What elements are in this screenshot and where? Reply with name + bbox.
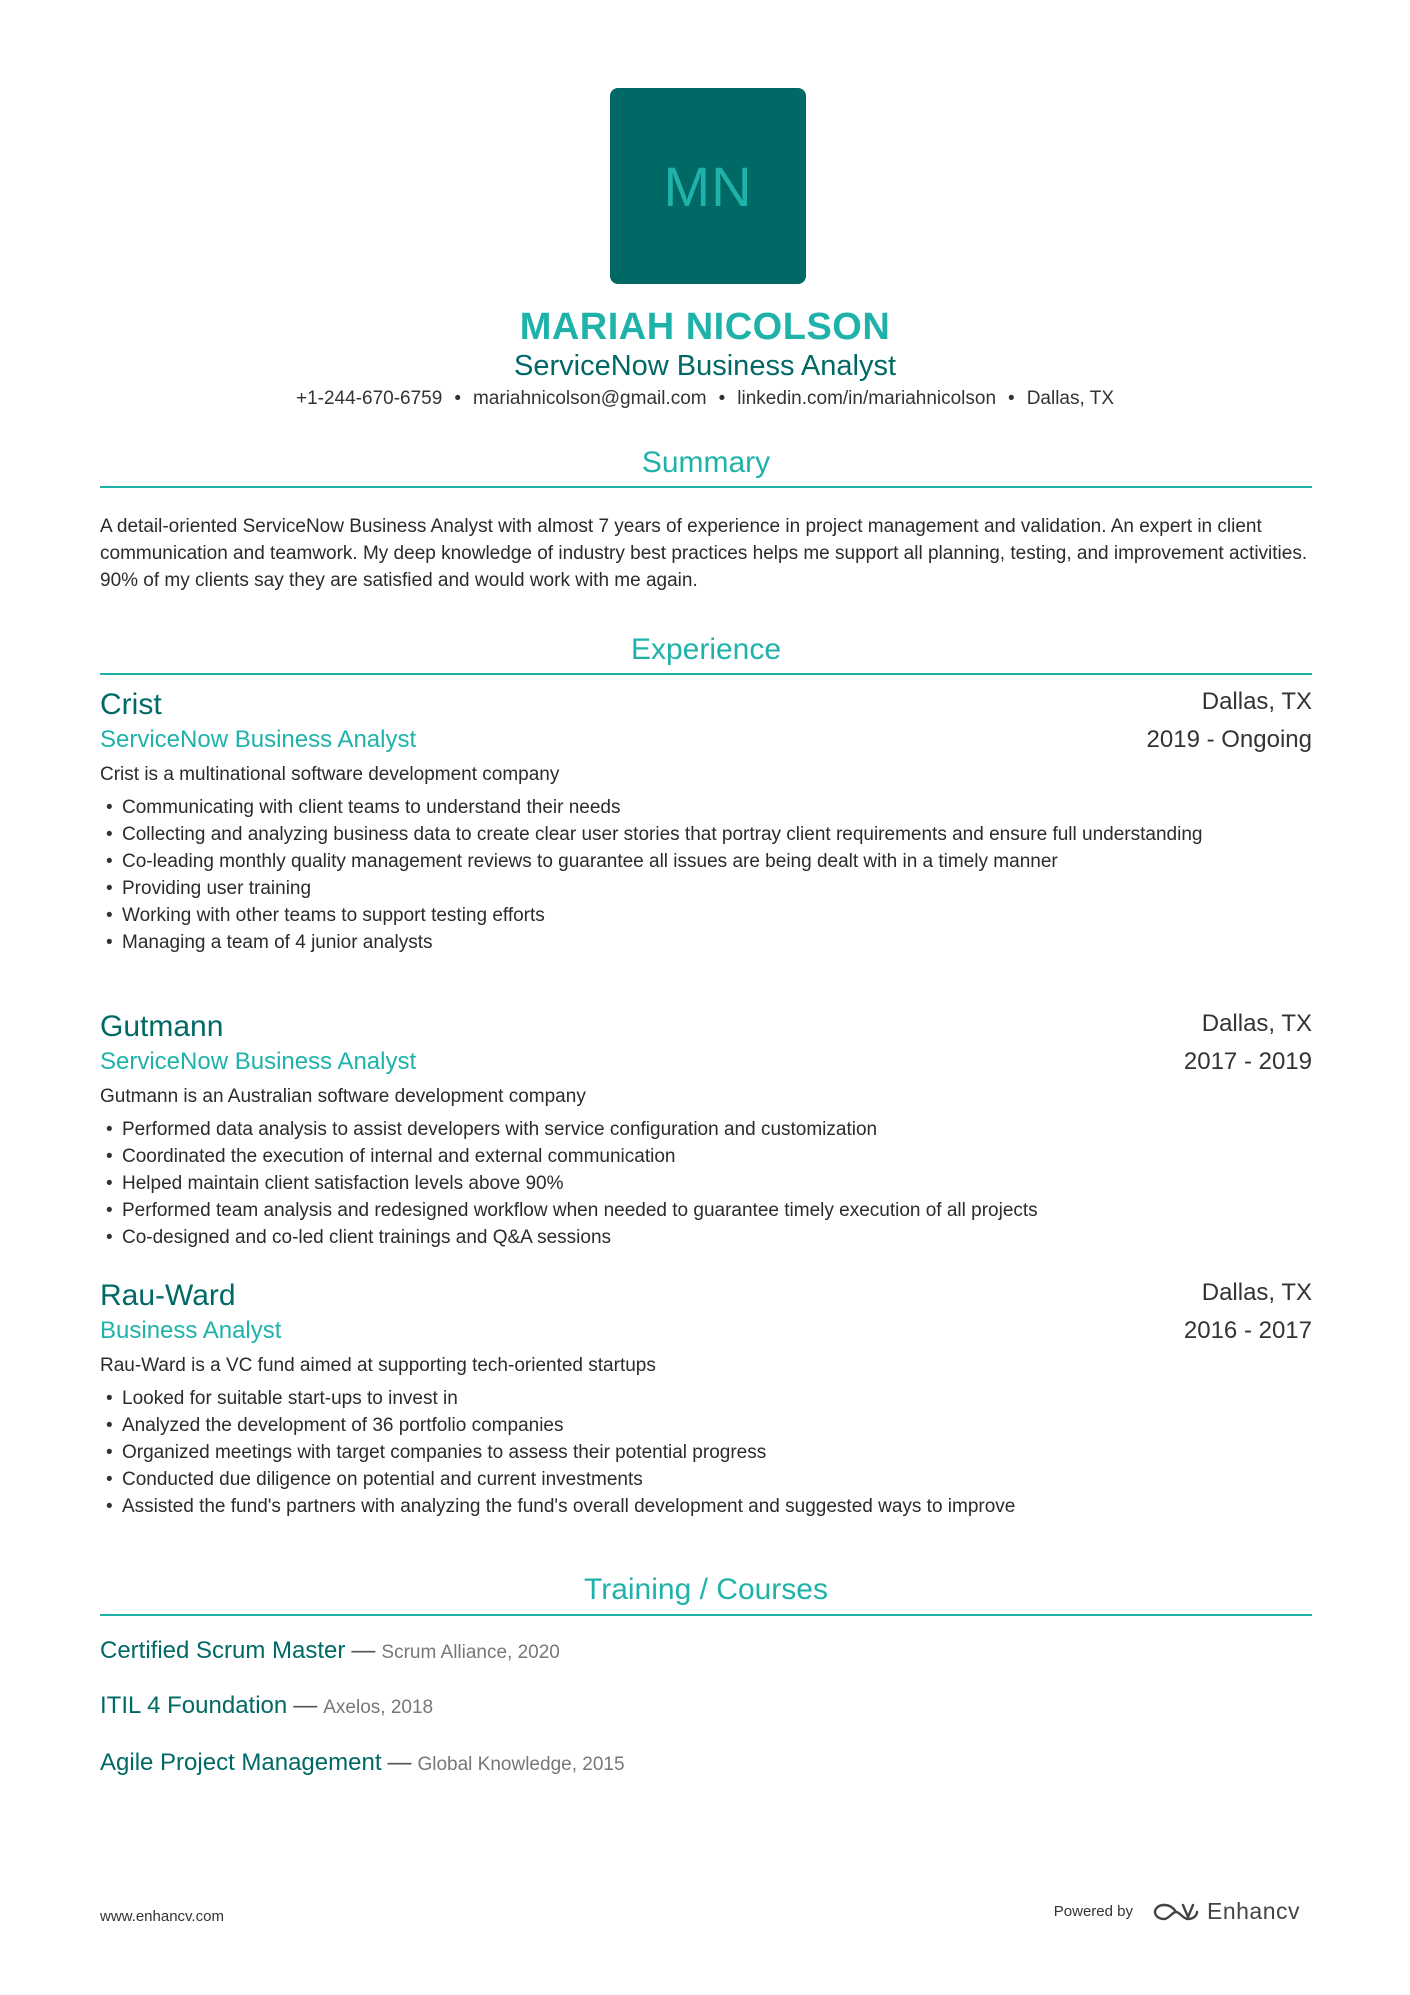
job-bullets (100, 794, 1312, 956)
enhancv-logo-icon (1153, 1901, 1199, 1923)
course-meta: Axelos, 2018 (323, 1697, 434, 1718)
contact-line (0, 388, 1410, 410)
section-divider (100, 1614, 1312, 1616)
job-company: Gutmann (100, 1010, 224, 1043)
job-dates: 2017 - 2019 (1183, 1048, 1312, 1075)
job-bullet: • Performed data analysis to assist developers with service configuration and customization (100, 1116, 1312, 1143)
course-item (100, 1749, 625, 1777)
job-bullet: • Analyzed the development of 36 portfolio companies (100, 1412, 1312, 1439)
job-bullet: • Conducted due diligence on potential and current investments (100, 1466, 1312, 1493)
candidate-headline: ServiceNow Business Analyst (514, 350, 896, 382)
job-bullet: • Collecting and analyzing business data to create clear user stories that portray client requirements and ensure full understanding (100, 821, 1312, 848)
section-divider (100, 486, 1312, 488)
job-description: Rau-Ward is a VC fund aimed at supporting tech-oriented startups (100, 1355, 656, 1376)
course-meta: Scrum Alliance, 2020 (381, 1642, 560, 1663)
course-name: Agile Project Management (100, 1749, 382, 1776)
contact-separator: • (454, 388, 461, 409)
job-bullets (100, 1385, 1312, 1520)
powered-by-label: Powered by (1053, 1903, 1133, 1920)
job-role: ServiceNow Business Analyst (100, 726, 417, 753)
email[interactable]: mariahnicolson@gmail.com (472, 388, 707, 409)
footer-website[interactable]: www.enhancv.com (100, 1908, 224, 1925)
course-item (100, 1692, 433, 1720)
phone[interactable]: +1-244-670-6759 (296, 388, 443, 409)
job-bullet: • Managing a team of 4 junior analysts (100, 929, 1312, 956)
candidate-name: MARIAH NICOLSON (519, 306, 891, 348)
section-title-experience: Experience (630, 633, 782, 666)
job-dates: 2019 - Ongoing (1146, 726, 1312, 753)
job-location: Dallas, TX (1201, 1279, 1312, 1306)
brand-name: Enhancv (1206, 1898, 1300, 1924)
job-bullet: • Organized meetings with target companies to assess their potential progress (100, 1439, 1312, 1466)
course-dash: — (387, 1749, 412, 1776)
job-bullets (100, 1116, 1312, 1251)
job-bullet: • Helped maintain client satisfaction levels above 90% (100, 1170, 1312, 1197)
job-bullet: • Performed team analysis and redesigned workflow when needed to guarantee timely execution of all projects (100, 1197, 1312, 1224)
course-name: ITIL 4 Foundation (100, 1692, 288, 1719)
summary-text: A detail-oriented ServiceNow Business Analyst with almost 7 years of experience in project management and validation. An expert in client communication and teamwork. My deep knowledge of industry best practices helps me support all planning, testing, and improvement activities. 90% of my clients say they are satisfied and would work with me again. (100, 516, 1308, 591)
job-bullet: • Coordinated the execution of internal and external communication (100, 1143, 1312, 1170)
location: Dallas, TX (1026, 388, 1114, 409)
section-title-training: Training / Courses (584, 1573, 828, 1606)
job-bullet: • Communicating with client teams to understand their needs (100, 794, 1312, 821)
contact-separator: • (1008, 388, 1015, 409)
job-dates: 2016 - 2017 (1183, 1317, 1312, 1344)
section-title-summary: Summary (641, 446, 771, 479)
job-role: Business Analyst (100, 1317, 282, 1344)
job-location: Dallas, TX (1201, 1010, 1312, 1037)
linkedin-link[interactable]: linkedin.com/in/mariahnicolson (737, 388, 997, 409)
job-description: Crist is a multinational software development company (100, 764, 560, 785)
job-role: ServiceNow Business Analyst (100, 1048, 417, 1075)
job-bullet: • Working with other teams to support testing efforts (100, 902, 1312, 929)
avatar-initials: MN (663, 154, 753, 218)
job-bullet: • Providing user training (100, 875, 1312, 902)
section-divider (100, 673, 1312, 675)
job-company: Rau-Ward (100, 1279, 236, 1312)
course-meta: Global Knowledge, 2015 (417, 1754, 625, 1775)
job-bullet: • Assisted the fund's partners with analyzing the fund's overall development and suggested ways to improve (100, 1493, 1312, 1520)
course-item (100, 1637, 560, 1665)
job-bullet: • Looked for suitable start-ups to invest in (100, 1385, 1312, 1412)
job-company: Crist (100, 688, 162, 721)
job-description: Gutmann is an Australian software development company (100, 1086, 586, 1107)
footer-branding (1054, 1898, 1300, 1925)
job-bullet: • Co-designed and co-led client trainings and Q&A sessions (100, 1224, 1312, 1251)
course-dash: — (293, 1692, 318, 1719)
job-bullet: • Co-leading monthly quality management reviews to guarantee all issues are being dealt with in a timely manner (100, 848, 1312, 875)
contact-separator: • (718, 388, 726, 409)
course-dash: — (351, 1637, 376, 1664)
job-location: Dallas, TX (1201, 688, 1312, 715)
avatar (610, 88, 806, 284)
brand-logo[interactable] (1153, 1898, 1300, 1925)
course-name: Certified Scrum Master (100, 1637, 346, 1664)
